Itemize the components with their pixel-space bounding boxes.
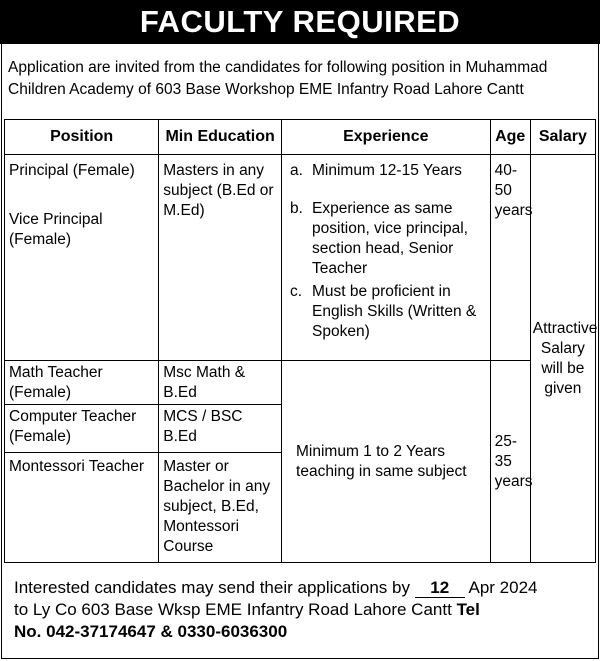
header-experience: Experience: [282, 120, 491, 155]
cell-computer-education: MCS / BSC B.Ed: [159, 405, 282, 453]
list-item: a. Minimum 12-15 Years: [290, 162, 462, 179]
header-age: Age: [490, 120, 530, 155]
footer-line-1: Interested candidates may send their applications by 12 Apr 2024: [14, 578, 538, 597]
cell-montessori-position: Montessori Teacher: [5, 453, 159, 563]
tel-label: Tel: [456, 600, 480, 619]
header-salary: Salary: [530, 120, 595, 155]
cell-montessori-education: Master or Bachelor in any subject, B.Ed, Montessori Course: [159, 453, 282, 563]
cell-senior-experience: [282, 155, 491, 361]
list-item: b. Experience as same position, vice principal, section head, Senior Teacher: [290, 200, 468, 277]
cell-salary: Attractive Salary will be given: [530, 155, 595, 563]
cell-senior-education: Masters in any subject (B.Ed or M.Ed): [159, 155, 282, 361]
deadline-day: 12: [415, 579, 465, 598]
header-education: Min Education: [159, 120, 282, 155]
address: to Ly Co 603 Base Wksp EME Infantry Road Lahore Cantt: [14, 600, 452, 619]
list-item: c. Must be proficient in English Skills (Written & Spoken): [290, 283, 477, 340]
table-row-senior: [5, 155, 596, 361]
application-instructions: [14, 577, 594, 643]
intro-text: Application are invited from the candidates for following position in Muhammad Children Academy of 603 Base Workshop EME Infantry Road Lahore Cantt: [8, 59, 548, 98]
table-header-row: [5, 120, 596, 155]
cell-computer-position: Computer Teacher (Female): [5, 405, 159, 453]
cell-math-education: Msc Math & B.Ed: [159, 361, 282, 405]
positions-table: [4, 119, 596, 563]
cell-senior-positions: [5, 155, 159, 361]
footer-line-3: No. 042-37174647 & 0330-6036300: [14, 622, 288, 641]
position-principal: Principal (Female): [9, 162, 135, 179]
header-position: Position: [5, 120, 159, 155]
footer-line-2: [14, 599, 594, 621]
experience-list: [286, 161, 486, 342]
phone-numbers: 042-37174647 & 0330-6036300: [46, 622, 288, 641]
cell-teacher-age: 25-35 years: [490, 361, 530, 563]
table-row-math: [5, 361, 596, 405]
page-title: FACULTY REQUIRED: [0, 0, 600, 44]
cell-teacher-experience: Minimum 1 to 2 Years teaching in same subject: [282, 361, 491, 563]
cell-math-position: Math Teacher (Female): [5, 361, 159, 405]
deadline-month-year: Apr 2024: [468, 578, 538, 597]
cell-senior-age: 40-50 years: [490, 155, 530, 361]
position-vice-principal: Vice Principal (Female): [9, 211, 103, 248]
